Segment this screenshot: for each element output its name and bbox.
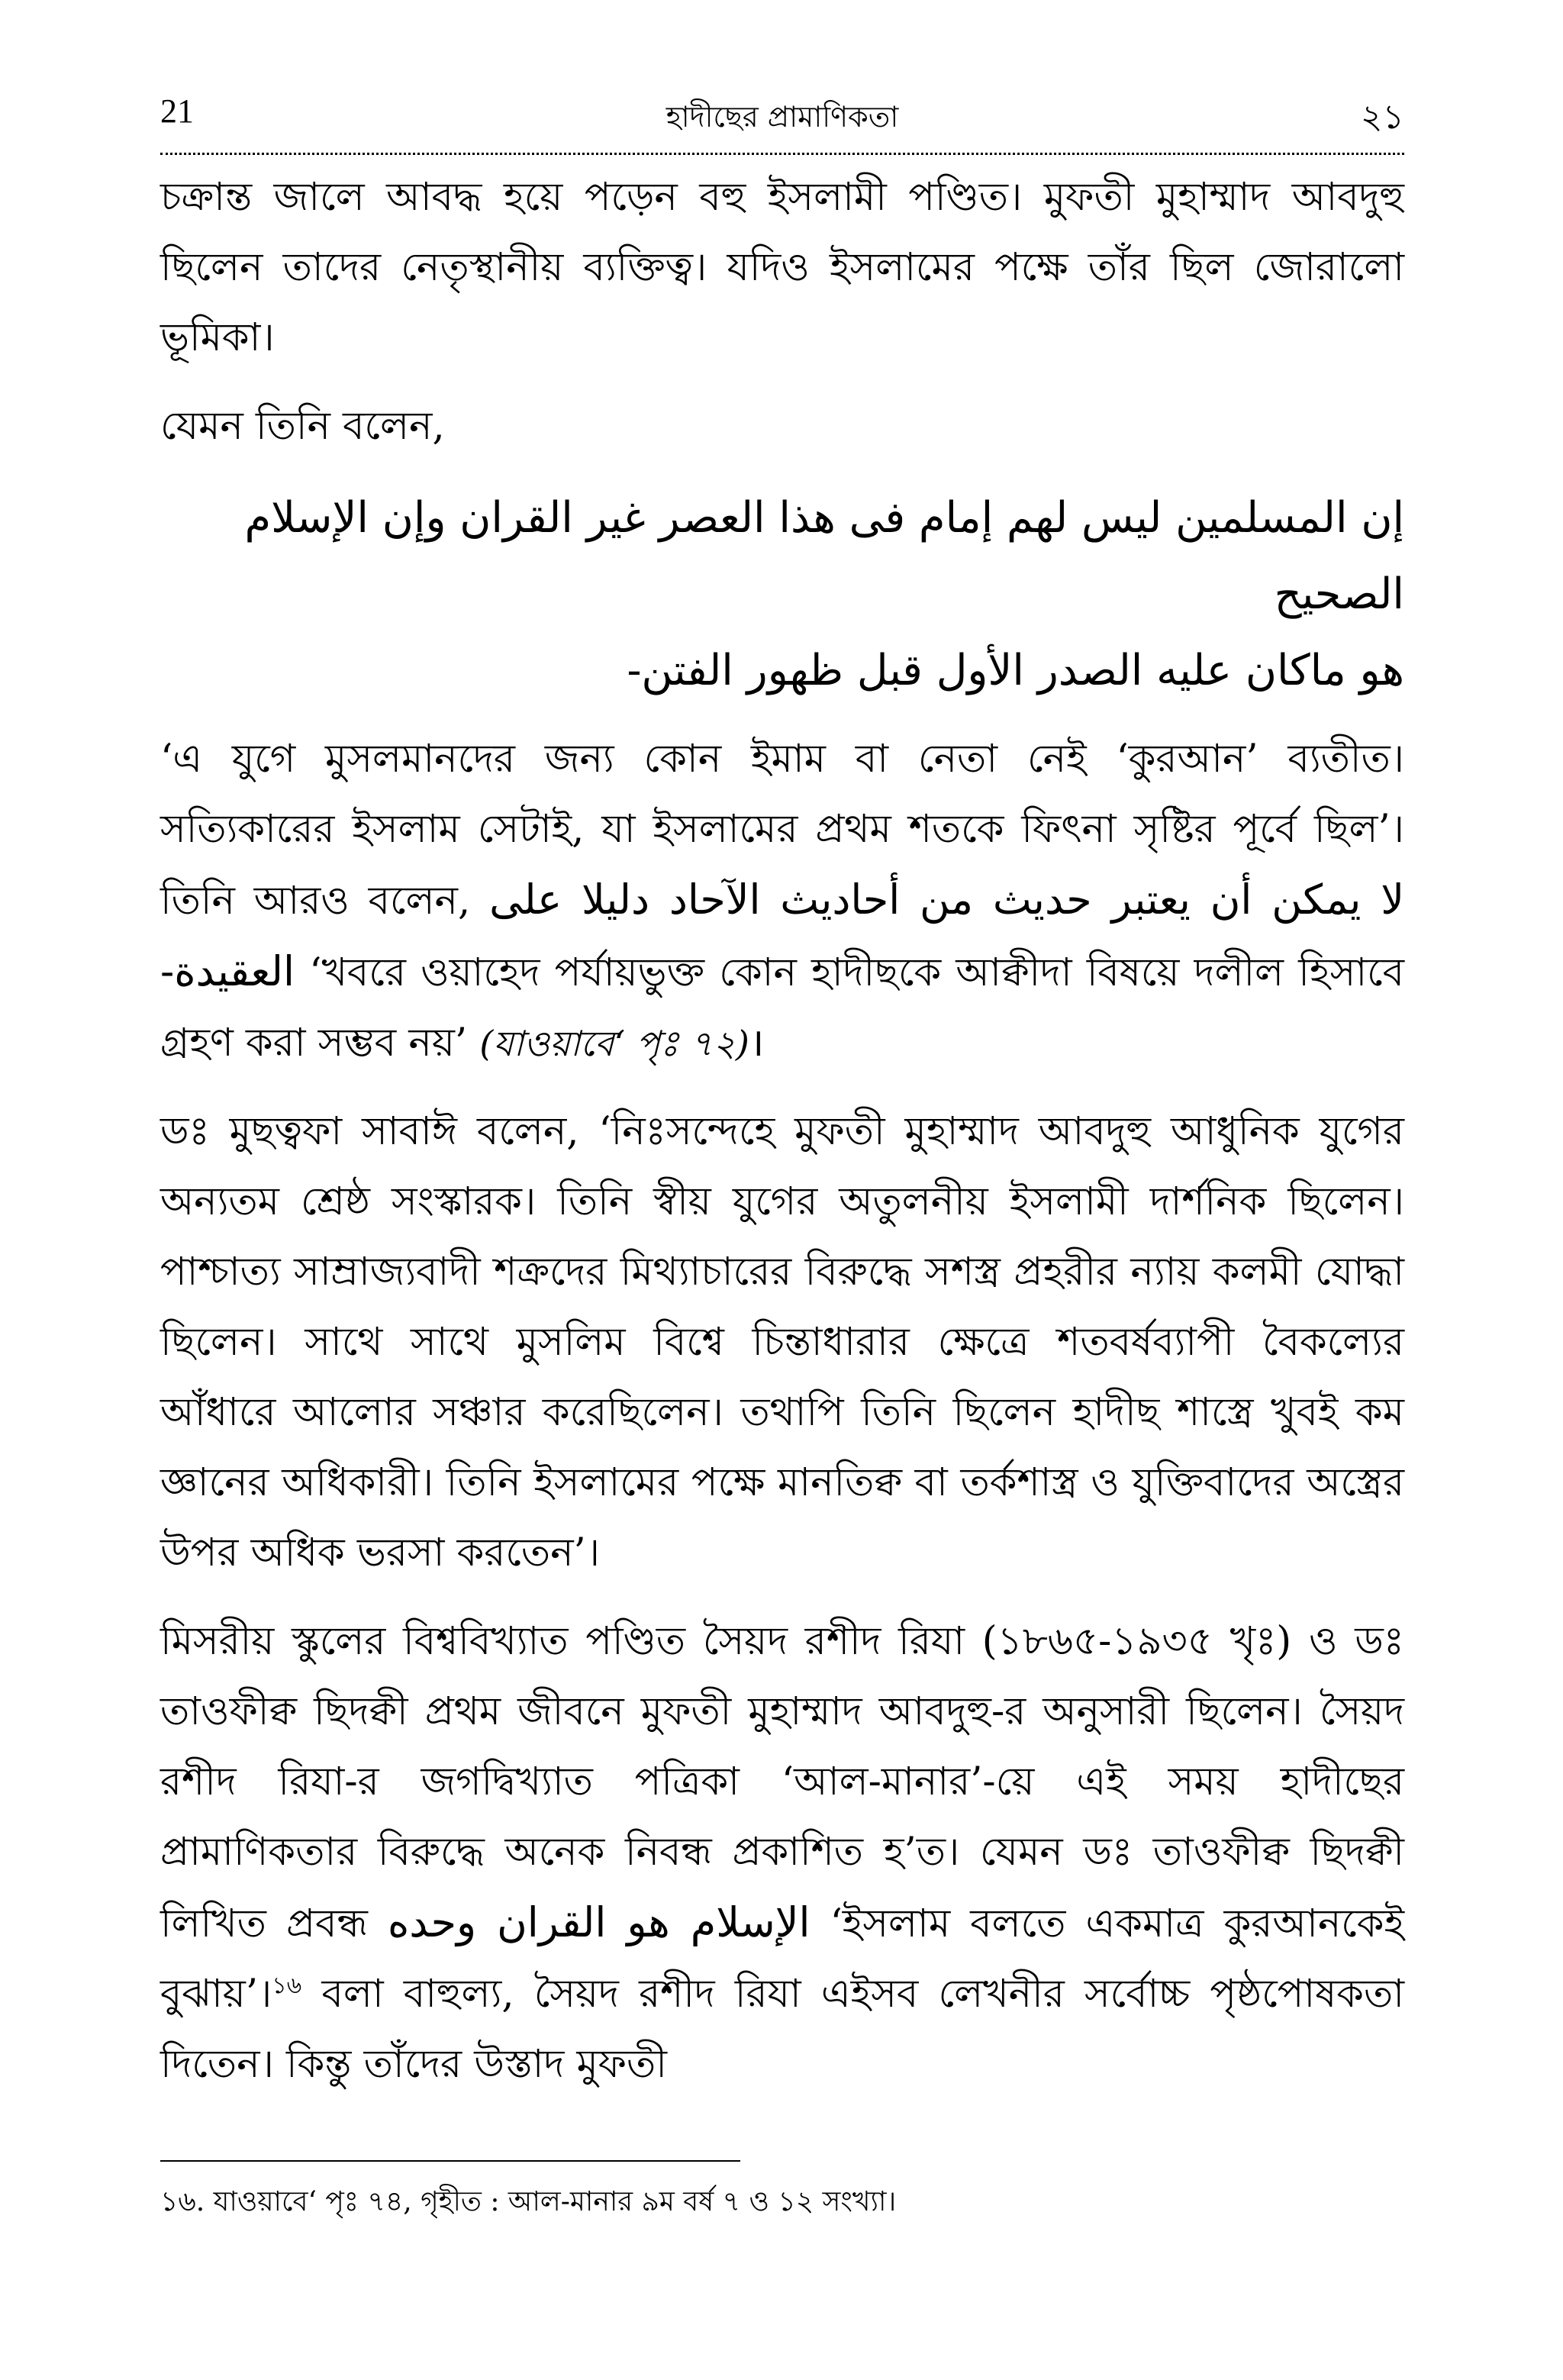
paragraph-3-arabic: لا يمكن أن يعتبر حديث من أحاديث الآحاد دليلا على العقيدة- xyxy=(160,876,1404,995)
paragraph-5-arabic: الإسلام هو القران وحده xyxy=(387,1898,811,1946)
paragraph-5 xyxy=(160,1607,1404,2100)
citation: (যাওয়াবে‘ পৃঃ ৭২) xyxy=(479,1023,749,1064)
paragraph-2: যেমন তিনি বলেন, xyxy=(160,404,445,449)
paragraph-1: চক্রান্ত জালে আবদ্ধ হয়ে পড়েন বহু ইসলামী পণ্ডিত। মুফতী মুহাম্মাদ আবদুহু ছিলেন তাদের নেতৃস্থানীয় ব্যক্তিত্ব। যদিও ইসলামের পক্ষে তাঁর ছিল জোরালো ভূমিকা। xyxy=(160,175,1404,360)
arabic-quote-line-2: هو ماكان عليه الصدر الأول قبل ظهور الفتن- xyxy=(627,646,1404,695)
paragraph-5-text-3: বলা বাহুল্য, সৈয়দ রশীদ রিযা এইসব লেখনীর সর্বোচ্চ পৃষ্ঠপোষকতা দিতেন। কিন্তু তাঁদের উস্তাদ মুফতী xyxy=(160,1972,1405,2087)
document-page xyxy=(160,92,1404,2305)
footnote-marker: ১৬ xyxy=(272,1972,302,1999)
paragraph-5-text-2: ‘ইসলাম বলতে একমাত্র কুরআনকেই বুঝায়’। xyxy=(160,1901,1404,2017)
paragraph-3 xyxy=(160,724,1404,1079)
arabic-quote xyxy=(160,480,1404,709)
page-number-bengali: ২১ xyxy=(1360,98,1404,137)
footnote-rule xyxy=(160,2160,740,2162)
paragraph-3-text: ‘এ যুগে মুসলমানদের জন্য কোন ইমাম বা নেতা নেই ‘কুরআন’ ব্যতীত। সত্যিকারের ইসলাম সেটাই, যা ইসলামের প্রথম শতকে ফিৎনা সৃষ্টির পূর্বে ছিল’। তিনি আরও বলেন, xyxy=(160,737,1404,924)
paragraph-3-text-2: ‘খবরে ওয়াহেদ পর্যায়ভুক্ত কোন হাদীছকে আক্বীদা বিষয়ে দলীল হিসাবে গ্রহণ করা সম্ভব নয়’ xyxy=(160,950,1405,1066)
paragraph-5-text: মিসরীয় স্কুলের বিশ্ববিখ্যাত পণ্ডিত সৈয়দ রশীদ রিযা (১৮৬৫-১৯৩৫ খৃঃ) ও ডঃ তাওফীক্ব ছিদক্বী প্রথম জীবনে মুফতী মুহাম্মাদ আবদুহু-র অনুসারী ছিলেন। সৈয়দ রশীদ রিযা-র জগদ্বিখ্যাত পত্রিকা ‘আল-মানার’-য়ে এই সময় হাদীছের প্রামাণিকতার বিরুদ্ধে অনেক নিবন্ধ প্রকাশিত হ’ত। যেমন ডঃ তাওফীক্ব ছিদক্বী লিখিত প্রবন্ধ xyxy=(160,1619,1404,1946)
running-title: হাদীছের প্রামাণিকতা xyxy=(665,100,899,134)
paragraph-4: ডঃ মুছত্বফা সাবাঈ বলেন, ‘নিঃসন্দেহে মুফতী মুহাম্মাদ আবদুহু আধুনিক যুগের অন্যতম শ্রেষ্ঠ সংস্কারক। তিনি স্বীয় যুগের অতুলনীয় ইসলামী দার্শনিক ছিলেন। পাশ্চাত্য সাম্রাজ্যবাদী শক্রদের মিথ্যাচারের বিরুদ্ধে সশস্ত্র প্রহরীর ন্যায় কলমী যোদ্ধা ছিলেন। সাথে সাথে মুসলিম বিশ্বে চিন্তাধারার ক্ষেত্রে শতবর্ষব্যাপী বৈকল্যের আঁধারে আলোর সঞ্চার করেছিলেন। তথাপি তিনি ছিলেন হাদীছ শাস্ত্রে খুবই কম জ্ঞানের অধিকারী। তিনি ইসলামের পক্ষে মানতিক্ব বা তর্কশাস্ত্র ও যুক্তিবাদের অস্ত্রের উপর অধিক ভরসা করতেন’। xyxy=(160,1109,1404,1575)
page-number-latin: 21 xyxy=(160,92,194,130)
arabic-quote-line-1: إن المسلمين ليس لهم إمام فى هذا العصر غير القران وإن الإسلام الصحيح xyxy=(244,493,1404,619)
footnote: ১৬. যাওয়াবে‘ পৃঃ ৭৪, গৃহীত : আল-মানার ৯ম বর্ষ ৭ ও ১২ সংখ্যা। xyxy=(160,2186,897,2217)
paragraph-3-end: । xyxy=(749,1021,765,1066)
page-header xyxy=(160,92,1404,155)
